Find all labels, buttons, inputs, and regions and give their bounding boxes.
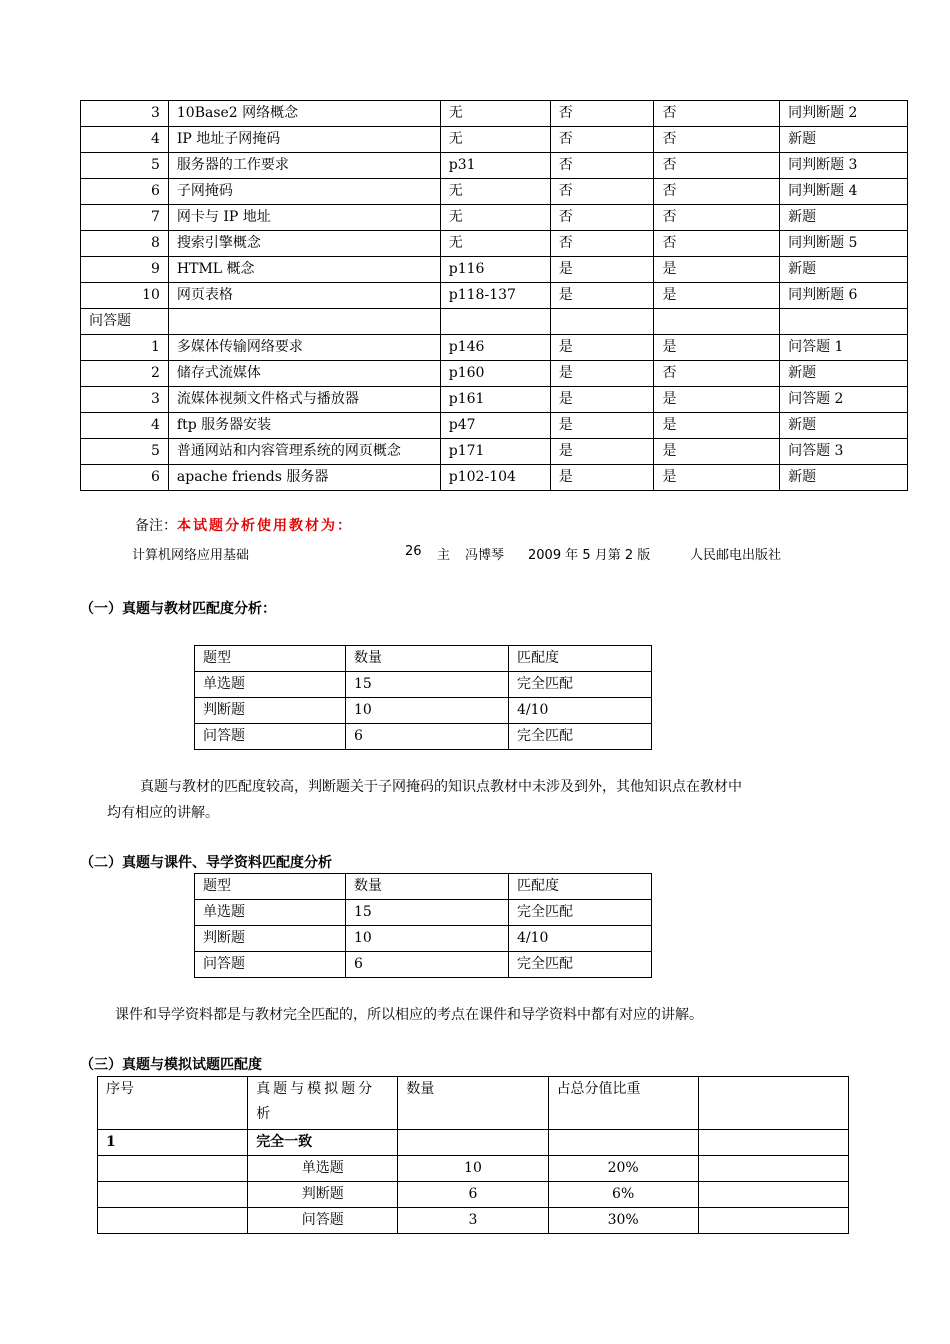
guide-match: 否 [654, 127, 780, 153]
question-topic: 搜索引擎概念 [168, 231, 440, 257]
mock-exam-note: 同判断题 2 [780, 101, 908, 127]
section-label-cell: 问答题 [81, 309, 169, 335]
courseware-match-table [194, 873, 652, 978]
textbook-page: p102-104 [440, 465, 550, 491]
guide-match: 否 [654, 205, 780, 231]
question-analysis-table [80, 100, 908, 491]
table-row [81, 283, 908, 309]
question-count: 10 [346, 926, 509, 952]
courseware-match: 是 [550, 439, 654, 465]
match-degree: 4/10 [509, 698, 652, 724]
section3-heading: （三）真题与模拟试题匹配度 [80, 1057, 262, 1073]
guide-match: 是 [654, 335, 780, 361]
question-number: 2 [81, 361, 169, 387]
question-topic: ftp 服务器安装 [168, 413, 440, 439]
question-count: 15 [346, 900, 509, 926]
question-topic: IP 地址子网掩码 [168, 127, 440, 153]
header-blank [698, 1077, 848, 1130]
mock-exam-note: 同判断题 5 [780, 231, 908, 257]
note-prefix: 备注： [135, 518, 177, 534]
question-count: 6 [398, 1182, 548, 1208]
empty-cell [168, 309, 440, 335]
empty-cell [698, 1208, 848, 1234]
question-type: 问答题 [195, 724, 346, 750]
score-ratio: 6% [548, 1182, 698, 1208]
question-number: 3 [81, 387, 169, 413]
empty-cell [98, 1182, 248, 1208]
empty-cell [440, 309, 550, 335]
table-row [81, 153, 908, 179]
match-degree: 完全匹配 [509, 672, 652, 698]
header-ratio: 占总分值比重 [548, 1077, 698, 1130]
courseware-match: 否 [550, 205, 654, 231]
guide-match: 是 [654, 413, 780, 439]
empty-cell [698, 1130, 848, 1156]
textbook-page: p31 [440, 153, 550, 179]
mock-exam-note: 新题 [780, 465, 908, 491]
question-type: 题型 [195, 646, 346, 672]
question-count: 数量 [346, 874, 509, 900]
book-author: 冯博琴 [465, 548, 505, 563]
courseware-match: 是 [550, 283, 654, 309]
mock-exam-note: 新题 [780, 413, 908, 439]
table-row [195, 672, 652, 698]
mock-exam-note: 同判断题 6 [780, 283, 908, 309]
table-row [81, 231, 908, 257]
mock-exam-note: 问答题 3 [780, 439, 908, 465]
courseware-match: 是 [550, 387, 654, 413]
book-edition: 2009 年 5 月第 2 版 [528, 548, 651, 563]
mock-exam-match-table [97, 1076, 849, 1234]
section1-heading: （一）真题与教材匹配度分析： [80, 601, 276, 617]
textbook-page: p118-137 [440, 283, 550, 309]
table-row [81, 439, 908, 465]
question-count: 6 [346, 724, 509, 750]
mock-exam-match-body [98, 1077, 849, 1234]
question-number: 5 [81, 439, 169, 465]
guide-match: 否 [654, 179, 780, 205]
question-type: 判断题 [195, 698, 346, 724]
table-row [81, 127, 908, 153]
mock-exam-note: 新题 [780, 361, 908, 387]
courseware-match: 否 [550, 101, 654, 127]
table-row [81, 101, 908, 127]
question-type: 单选题 [195, 900, 346, 926]
question-topic: 网卡与 IP 地址 [168, 205, 440, 231]
match-degree: 匹配度 [509, 646, 652, 672]
question-topic: 10Base2 网络概念 [168, 101, 440, 127]
table-header-row [98, 1077, 849, 1130]
question-count: 6 [346, 952, 509, 978]
question-type: 题型 [195, 874, 346, 900]
mock-exam-note: 新题 [780, 257, 908, 283]
question-type: 问答题 [195, 952, 346, 978]
table-group-row [98, 1130, 849, 1156]
textbook-page: 无 [440, 179, 550, 205]
table-row [195, 952, 652, 978]
question-number: 3 [81, 101, 169, 127]
match-degree: 4/10 [509, 926, 652, 952]
empty-cell [98, 1208, 248, 1234]
match-degree: 完全匹配 [509, 952, 652, 978]
match-degree: 完全匹配 [509, 900, 652, 926]
question-topic: 服务器的工作要求 [168, 153, 440, 179]
question-type: 单选题 [248, 1156, 398, 1182]
empty-cell [550, 309, 654, 335]
empty-cell [654, 309, 780, 335]
book-num: 26 [405, 544, 422, 559]
question-topic: 储存式流媒体 [168, 361, 440, 387]
mock-exam-note: 新题 [780, 127, 908, 153]
table-row [98, 1156, 849, 1182]
empty-cell [698, 1156, 848, 1182]
guide-match: 是 [654, 465, 780, 491]
question-count: 10 [346, 698, 509, 724]
textbook-page: p171 [440, 439, 550, 465]
question-count: 15 [346, 672, 509, 698]
question-topic: apache friends 服务器 [168, 465, 440, 491]
question-type: 判断题 [248, 1182, 398, 1208]
table-row [195, 724, 652, 750]
group-number: 1 [98, 1130, 248, 1156]
courseware-match: 是 [550, 465, 654, 491]
table-row [81, 387, 908, 413]
textbook-page: p161 [440, 387, 550, 413]
guide-match: 是 [654, 257, 780, 283]
textbook-page: p116 [440, 257, 550, 283]
note-line [135, 515, 353, 535]
question-type: 问答题 [248, 1208, 398, 1234]
book-title: 计算机网络应用基础 [132, 548, 250, 563]
courseware-match: 是 [550, 335, 654, 361]
table-row [81, 205, 908, 231]
textbook-page: p146 [440, 335, 550, 361]
section1-para-line1: 真题与教材的匹配度较高，判断题关于子网掩码的知识点教材中未涉及到外，其他知识点在教材中 [140, 779, 742, 795]
courseware-match: 是 [550, 413, 654, 439]
header-count: 数量 [398, 1077, 548, 1130]
note-highlight: 本试题分析使用教材为： [177, 518, 353, 534]
question-count: 数量 [346, 646, 509, 672]
empty-cell [698, 1182, 848, 1208]
table-row [81, 413, 908, 439]
guide-match: 否 [654, 361, 780, 387]
guide-match: 是 [654, 387, 780, 413]
mock-exam-note: 问答题 2 [780, 387, 908, 413]
textbook-page: 无 [440, 101, 550, 127]
empty-cell [780, 309, 908, 335]
textbook-page: 无 [440, 127, 550, 153]
question-number: 4 [81, 413, 169, 439]
table-header-row [195, 646, 652, 672]
courseware-match-body [195, 874, 652, 978]
textbook-match-body [195, 646, 652, 750]
question-topic: 网页表格 [168, 283, 440, 309]
table-row [81, 465, 908, 491]
question-type: 单选题 [195, 672, 346, 698]
empty-cell [398, 1130, 548, 1156]
question-topic: 流媒体视频文件格式与播放器 [168, 387, 440, 413]
table-row [81, 335, 908, 361]
table-row [195, 698, 652, 724]
question-number: 10 [81, 283, 169, 309]
textbook-page: 无 [440, 231, 550, 257]
question-count: 3 [398, 1208, 548, 1234]
table-row [195, 926, 652, 952]
textbook-page: p160 [440, 361, 550, 387]
textbook-page: 无 [440, 205, 550, 231]
group-label: 完全一致 [248, 1130, 398, 1156]
courseware-match: 否 [550, 153, 654, 179]
question-topic: 多媒体传输网络要求 [168, 335, 440, 361]
question-type: 判断题 [195, 926, 346, 952]
score-ratio: 20% [548, 1156, 698, 1182]
question-number: 4 [81, 127, 169, 153]
guide-match: 是 [654, 283, 780, 309]
empty-cell [548, 1130, 698, 1156]
mock-exam-note: 同判断题 4 [780, 179, 908, 205]
table-row [81, 179, 908, 205]
table-row [81, 361, 908, 387]
section2-heading: （二）真题与课件、导学资料匹配度分析 [80, 855, 332, 871]
table-row [81, 257, 908, 283]
question-number: 7 [81, 205, 169, 231]
guide-match: 是 [654, 439, 780, 465]
guide-match: 否 [654, 231, 780, 257]
question-number: 5 [81, 153, 169, 179]
score-ratio: 30% [548, 1208, 698, 1234]
courseware-match: 否 [550, 231, 654, 257]
textbook-match-table [194, 645, 652, 750]
section2-para: 课件和导学资料都是与教材完全匹配的，所以相应的考点在课件和导学资料中都有对应的讲解。 [115, 1007, 703, 1023]
header-index: 序号 [98, 1077, 248, 1130]
mock-exam-note: 问答题 1 [780, 335, 908, 361]
question-topic: HTML 概念 [168, 257, 440, 283]
question-number: 6 [81, 179, 169, 205]
courseware-match: 否 [550, 179, 654, 205]
question-number: 8 [81, 231, 169, 257]
section1-para-line2: 均有相应的讲解。 [107, 805, 219, 821]
courseware-match: 是 [550, 361, 654, 387]
table-row [81, 309, 908, 335]
empty-cell [98, 1156, 248, 1182]
textbook-page: p47 [440, 413, 550, 439]
header-analysis: 真题与模拟题分析 [248, 1077, 398, 1130]
question-number: 1 [81, 335, 169, 361]
table-row [98, 1182, 849, 1208]
question-topic: 普通网站和内容管理系统的网页概念 [168, 439, 440, 465]
guide-match: 否 [654, 153, 780, 179]
question-number: 9 [81, 257, 169, 283]
question-analysis-body [81, 101, 908, 491]
mock-exam-note: 新题 [780, 205, 908, 231]
table-row [195, 900, 652, 926]
match-degree: 完全匹配 [509, 724, 652, 750]
book-publisher: 人民邮电出版社 [690, 548, 782, 563]
question-count: 10 [398, 1156, 548, 1182]
match-degree: 匹配度 [509, 874, 652, 900]
guide-match: 否 [654, 101, 780, 127]
table-header-row [195, 874, 652, 900]
book-role: 主 [437, 548, 451, 563]
table-row [98, 1208, 849, 1234]
courseware-match: 否 [550, 127, 654, 153]
courseware-match: 是 [550, 257, 654, 283]
mock-exam-note: 同判断题 3 [780, 153, 908, 179]
question-topic: 子网掩码 [168, 179, 440, 205]
question-number: 6 [81, 465, 169, 491]
